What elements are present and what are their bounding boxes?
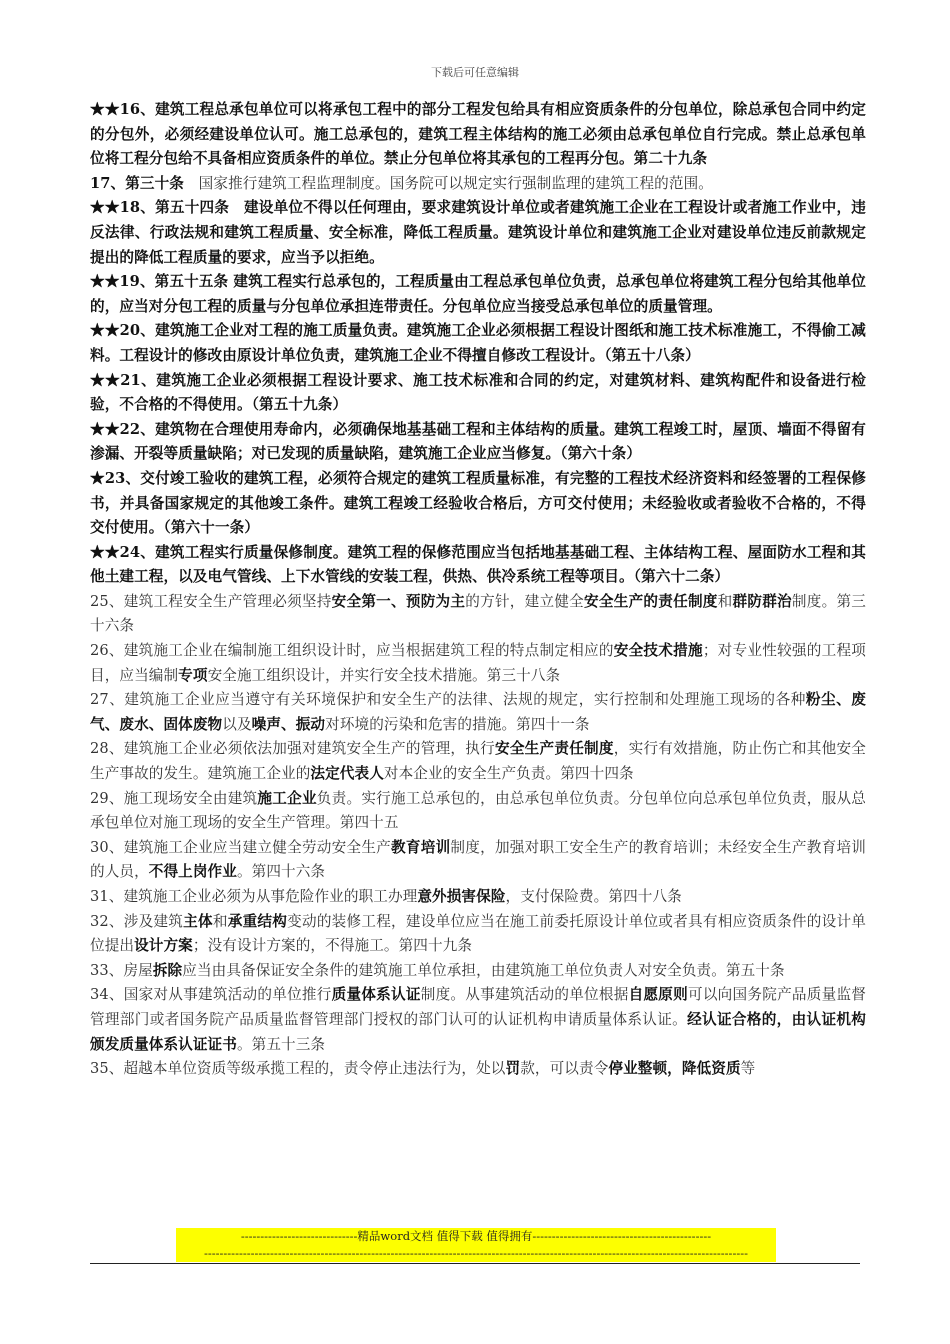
text-segment: 停业整顿，降低资质 — [608, 1060, 741, 1078]
text-segment: 34、国家对从事建筑活动的单位推行 — [90, 986, 332, 1004]
clause-34 — [90, 983, 866, 1057]
text-segment: ★★18、第五十四条 建设单位不得以任何理由，要求建筑设计单位或者建筑施工企业在工程设计或者施工作业中，违反法律、行政法规和建筑工程质量、安全标准，降低工程质量。建筑设计单位和建筑施工企业对建设单位违反前款规定提出的降低工程质量的要求，应当予以拒绝。 — [90, 199, 866, 266]
clause-26 — [90, 639, 866, 688]
text-segment: 25、建筑工程安全生产管理必须坚持 — [90, 592, 332, 610]
text-segment: 国家推行建筑工程监理制度。国务院可以规定实行强制监理的建筑工程的范围。 — [183, 174, 713, 192]
text-segment: 32、涉及建筑 — [90, 912, 184, 930]
text-segment: 应当由具备保证安全条件的建筑施工单位承担，由建筑施工单位负责人对安全负责。第五十条 — [182, 961, 785, 979]
text-segment: ★★21、建筑施工企业必须根据工程设计要求、施工技术标准和合同的约定，对建筑材料、建筑构配件和设备进行检验，不合格的不得使用。（第五十九条） — [90, 371, 866, 414]
text-segment: 安全施工组织设计，并实行安全技术措施。第三十八条 — [207, 666, 561, 684]
text-segment: 和 — [717, 592, 733, 610]
clause-30 — [90, 836, 866, 885]
text-segment: 质量体系认证 — [331, 986, 421, 1004]
text-segment: 33、房屋 — [90, 961, 153, 979]
text-segment: 。第四十六条 — [236, 863, 326, 881]
text-segment: 等 — [740, 1060, 756, 1078]
clause-33 — [90, 959, 866, 984]
text-segment: 负责。实行施工总承包的，由总承包单位负责。分包单位向总承包单位负责，服从总承包单位对施工现场的安全生产管理。第四十五 — [90, 789, 866, 832]
text-segment: 对环境的污染和危害的措施。第四十一条 — [325, 715, 590, 733]
text-segment: 意外损害保险 — [417, 888, 506, 905]
clause-19 — [90, 270, 866, 319]
text-segment: 设计方案 — [134, 937, 193, 955]
footer-divider-text: -------------------------------------------------------------------------------------------------------------------------------------------- — [176, 1245, 776, 1262]
text-segment: 罚 — [505, 1060, 521, 1078]
text-segment: 安全第一、预防为主 — [331, 592, 466, 610]
text-segment: ，实行有效措施，防止伤亡和其他安全生产事故的发生。建筑施工企业的 — [90, 740, 867, 783]
clause-22 — [90, 418, 866, 467]
text-segment: 专项 — [178, 666, 208, 684]
text-segment: ；对专业性较强的工程项目，应当编制 — [90, 642, 866, 684]
clause-18 — [90, 196, 866, 270]
clause-20 — [90, 319, 866, 368]
text-segment: ，支付保险费。第四十八条 — [505, 888, 682, 905]
clause-32 — [90, 910, 866, 959]
text-segment: 法定代表人 — [310, 765, 384, 783]
clause-25 — [90, 590, 866, 639]
text-segment: 制度。第三十六条 — [90, 592, 866, 635]
text-segment: 安全生产责任制度 — [494, 740, 614, 758]
text-segment: 拆除 — [152, 961, 183, 979]
text-segment: 安全技术措施 — [613, 642, 703, 660]
text-segment: ★★19、第五十五条 建筑工程实行总承包的，工程质量由工程总承包单位负责，总承包单位将建筑工程分包给其他单位的，应当对分包工程的质量与分包单位承担连带责任。分包单位应当接受总承包单位的质量管理。 — [90, 273, 866, 315]
text-segment: 主体 — [183, 912, 213, 930]
clause-28 — [90, 737, 866, 786]
text-segment: 制度，加强对职工安全生产的教育培训；未经安全生产教育培训的人员， — [90, 838, 866, 881]
text-segment: 制度。从事建筑活动的单位根据 — [420, 986, 629, 1004]
text-segment: 的方针，建立健全 — [465, 592, 585, 610]
text-segment: 群防群治 — [732, 592, 792, 610]
text-segment: 粉尘、废气、废水、固体废物 — [90, 691, 867, 733]
text-segment: 安全生产的责任制度 — [584, 592, 718, 610]
text-segment: ★★20、建筑施工企业对工程的施工质量负责。建筑施工企业必须根据工程设计图纸和施工技术标准施工，不得偷工减料。工程设计的修改由原设计单位负责，建筑施工企业不得擅自修改工程设计。（第五十八条） — [90, 322, 866, 364]
clause-17 — [90, 172, 866, 197]
text-segment: 施工企业 — [257, 789, 317, 807]
text-segment: 承重结构 — [227, 912, 288, 930]
text-segment: 17、第三十条 — [90, 174, 184, 192]
clause-21 — [90, 369, 866, 418]
text-segment: 。第五十三条 — [236, 1035, 326, 1053]
text-segment: 对本企业的安全生产负责。第四十四条 — [383, 765, 634, 783]
text-segment: 和 — [212, 912, 228, 930]
text-segment: 30、建筑施工企业应当建立健全劳动安全生产 — [90, 838, 392, 856]
clause-27 — [90, 688, 866, 737]
text-segment: ★23、交付竣工验收的建筑工程，必须符合规定的建筑工程质量标准，有完整的工程技术经济资料和经签署的工程保修书，并具备国家规定的其他竣工条件。建筑工程竣工经验收合格后，方可交付使用；未经验收或者验收不合格的，不得交付使用。（第六十一条） — [90, 469, 866, 537]
text-segment: 26、建筑施工企业在编制施工组织设计时，应当根据建筑工程的特点制定相应的 — [90, 642, 614, 660]
text-segment: 自愿原则 — [628, 986, 688, 1004]
clause-29 — [90, 787, 866, 836]
footer-banner: ------------------------------精品word文档 值得下载 值得拥有---------------------------------------------- — [176, 1228, 776, 1245]
text-segment: ；没有设计方案的，不得施工。第四十九条 — [192, 937, 473, 955]
text-segment: 27、建筑施工企业应当遵守有关环境保护和安全生产的法律、法规的规定，实行控制和处理施工现场的各种 — [90, 691, 806, 709]
footer-rule — [90, 1263, 860, 1264]
text-segment: 以及 — [222, 715, 252, 733]
text-segment: ★★22、建筑物在合理使用寿命内，必须确保地基基础工程和主体结构的质量。建筑工程竣工时，屋顶、墙面不得留有渗漏、开裂等质量缺陷；对已发现的质量缺陷，建筑施工企业应当修复。（第六十条） — [90, 420, 866, 463]
text-segment: 31、建筑施工企业必须为从事危险作业的职工办理 — [90, 888, 418, 905]
text-segment: 29、施工现场安全由建筑 — [90, 789, 258, 807]
text-segment: 款，可以责令 — [520, 1060, 609, 1078]
text-segment: 不得上岗作业 — [148, 863, 237, 881]
clause-16 — [90, 98, 866, 172]
clause-31 — [90, 885, 866, 910]
text-segment: 噪声、振动 — [251, 715, 326, 733]
clause-35 — [90, 1057, 866, 1082]
clause-24 — [90, 541, 866, 590]
clause-23 — [90, 467, 866, 541]
document-body — [90, 98, 866, 1082]
text-segment: 可以向国务院产品质量监督管理部门或者国务院产品质量监督管理部门授权的部门认可的认证机构申请质量体系认证。 — [90, 986, 866, 1028]
text-segment: 教育培训 — [391, 838, 451, 856]
text-segment: 经认证合格的，由认证机构颁发质量体系认证证书 — [90, 1010, 866, 1053]
text-segment: ★★16、建筑工程总承包单位可以将承包工程中的部分工程发包给具有相应资质条件的分包单位，除总承包合同中约定的分包外，必须经建设单位认可。施工总承包的，建筑工程主体结构的施工必须由总承包单位自行完成。禁止总承包单位将工程分包给不具备相应资质条件的单位。禁止分包单位将其承包的工程再分包。第二十九条 — [90, 101, 866, 168]
text-segment: 28、建筑施工企业必须依法加强对建筑安全生产的管理，执行 — [90, 740, 495, 758]
page-header: 下载后可任意编辑 — [431, 66, 519, 79]
text-segment: 35、超越本单位资质等级承揽工程的，责令停止违法行为，处以 — [90, 1060, 506, 1078]
text-segment: 变动的装修工程，建设单位应当在施工前委托原设计单位或者具有相应资质条件的设计单位提出 — [90, 912, 867, 955]
text-segment: ★★24、建筑工程实行质量保修制度。建筑工程的保修范围应当包括地基基础工程、主体结构工程、屋面防水工程和其他土建工程，以及电气管线、上下水管线的安装工程，供热、供冷系统工程等项目。（第六十二条） — [90, 543, 866, 586]
